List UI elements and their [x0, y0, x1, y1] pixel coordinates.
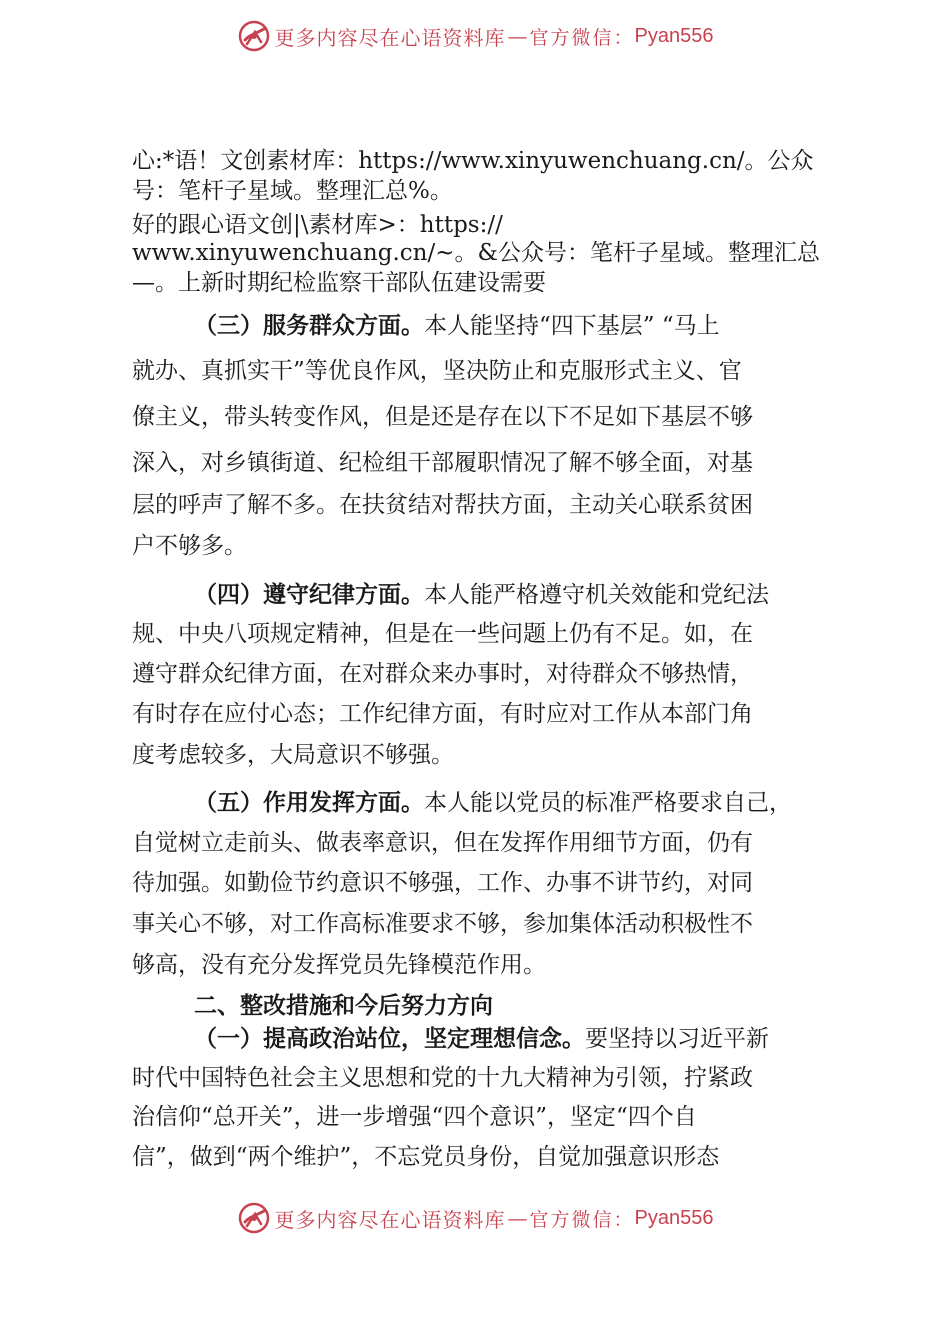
watermark-label: 官方微信：	[529, 1208, 635, 1231]
body-text: 时代中国特色社会主义思想和党的十九大精神为引领，拧紧政	[132, 1065, 753, 1091]
heading-text: （一）提高政治站位，坚定理想信念。	[194, 1026, 585, 1052]
body-text: 自觉树立走前头、做表率意识，但在发挥作用细节方面，仍有	[132, 830, 753, 856]
text-line	[194, 790, 792, 816]
text-line	[132, 701, 753, 727]
text-line	[132, 742, 454, 768]
body-text: 户不够多。	[132, 533, 247, 559]
text-line	[132, 911, 753, 937]
body-text: —。上新时期纪检监察干部队伍建设需要	[132, 270, 546, 296]
text-line	[194, 582, 769, 608]
body-text: 度考虑较多，大局意识不够强。	[132, 742, 454, 768]
watermark-wechat-id: Pyan556	[634, 1206, 714, 1229]
body-text: 信”，做到“两个维护”，不忘党员身份，自觉加强意识形态	[132, 1144, 720, 1170]
book-logo-icon	[237, 1201, 271, 1235]
body-text: 有时存在应付心态；工作纪律方面，有时应对工作从本部门角	[132, 701, 753, 727]
watermark-site-text: 更多内容尽在心语资料库	[274, 25, 506, 50]
text-line	[132, 212, 503, 238]
text-line	[194, 1026, 769, 1052]
body-text: 本人能坚持“四下基层” “马上	[424, 313, 720, 339]
watermark-wechat-id: Pyan556	[634, 24, 714, 47]
body-text: www.xinyuwenchuang.cn/~。&公众号：笔杆子星域。整理汇总	[132, 240, 820, 266]
heading-text: （三）服务群众方面。	[194, 313, 424, 339]
text-line	[132, 1104, 697, 1130]
text-line	[132, 533, 247, 559]
book-logo-icon	[237, 19, 271, 53]
text-line	[132, 661, 753, 687]
body-text: 遵守群众纪律方面，在对群众来办事时，对待群众不够热情，	[132, 661, 753, 687]
text-line	[194, 993, 493, 1019]
watermark-banner-top	[0, 14, 950, 58]
text-line	[132, 952, 546, 978]
heading-text: （五）作用发挥方面。	[194, 790, 424, 816]
heading-text: 二、整改措施和今后努力方向	[194, 993, 493, 1019]
heading-text: （四）遵守纪律方面。	[194, 582, 424, 608]
text-line	[132, 492, 753, 518]
text-line	[132, 1144, 719, 1170]
body-text: 治信仰“总开关”，进一步增强“四个意识”，坚定“四个自	[132, 1104, 697, 1130]
watermark-label: 官方微信：	[529, 26, 635, 49]
text-line	[132, 270, 546, 296]
body-text: 层的呼声了解不多。在扶贫结对帮扶方面，主动关心联系贫困	[132, 492, 753, 518]
watermark-site-text: 更多内容尽在心语资料库	[274, 1207, 506, 1232]
text-line	[132, 450, 753, 476]
text-line	[132, 240, 820, 266]
body-text: 就办、真抓实干”等优良作风，坚决防止和克服形式主义、官	[132, 358, 742, 384]
text-line	[132, 621, 753, 647]
body-text: 僚主义，带头转变作风，但是还是存在以下不足如下基层不够	[132, 404, 753, 430]
text-line	[132, 870, 753, 896]
body-text: 好的跟心语文创|\素材库>：https://	[132, 212, 503, 238]
text-line	[132, 148, 814, 174]
text-line	[132, 178, 453, 204]
watermark-separator: —	[507, 24, 528, 48]
body-text: 事关心不够，对工作高标准要求不够，参加集体活动积极性不	[132, 911, 753, 937]
body-text: 要坚持以习近平新	[585, 1026, 769, 1052]
body-text: 本人能以党员的标准严格要求自己，	[424, 790, 792, 816]
text-line	[132, 830, 753, 856]
text-line	[194, 313, 720, 339]
body-text: 规、中央八项规定精神，但是在一些问题上仍有不足。如，在	[132, 621, 753, 647]
watermark-separator: —	[507, 1206, 528, 1230]
text-line	[132, 1065, 753, 1091]
text-line	[132, 358, 742, 384]
body-text: 够高，没有充分发挥党员先锋模范作用。	[132, 952, 546, 978]
body-text: 待加强。如勤俭节约意识不够强，工作、办事不讲节约，对同	[132, 870, 753, 896]
body-text: 本人能严格遵守机关效能和党纪法	[424, 582, 769, 608]
body-text: 心:*语！文创素材库：https://www.xinyuwenchuang.cn/。公众	[132, 148, 814, 174]
watermark-banner-bottom	[0, 1196, 950, 1240]
body-text: 深入，对乡镇街道、纪检组干部履职情况了解不够全面，对基	[132, 450, 753, 476]
body-text: 号：笔杆子星域。整理汇总%。	[132, 178, 453, 204]
text-line	[132, 404, 753, 430]
